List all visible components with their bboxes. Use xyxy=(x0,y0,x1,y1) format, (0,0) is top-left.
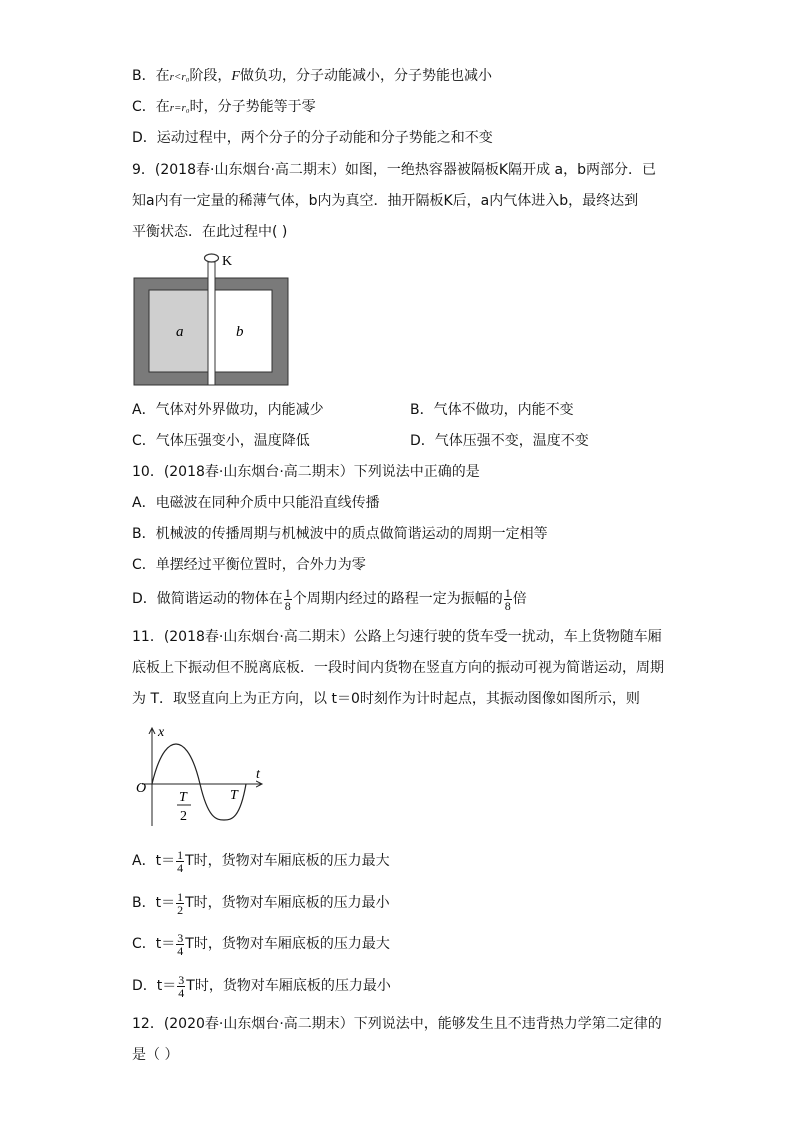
q9-stem-line1: 9．(2018春·山东烟台·高二期末）如图，一绝热容器被隔板K隔开成 a，b两部分．已 xyxy=(132,162,656,178)
q11-option-b: B．t＝ $\frac{1}{2}$ T时，货物对车厢底板的压力最小 xyxy=(132,889,390,917)
q9-a-label: a xyxy=(176,324,184,340)
q9-option-b: B．气体不做功，内能不变 xyxy=(410,402,574,418)
fraction: $\frac{3}{4}$ xyxy=(178,972,185,1000)
q10-option-c: C．单摆经过平衡位置时，合外力为零 xyxy=(132,557,366,573)
fraction: $\frac{1}{2}$ xyxy=(177,889,184,917)
q9-b-label: b xyxy=(236,324,244,340)
q9-option-a: A．气体对外界做功，内能减少 xyxy=(132,402,324,418)
q12-stem-line1: 12．(2020春·山东烟台·高二期末）下列说法中，能够发生且不违背热力学第二定律的 xyxy=(132,1016,662,1032)
q8-option-d: D．运动过程中，两个分子的分子动能和分子势能之和不变 xyxy=(132,130,493,146)
half-period-num: T xyxy=(179,790,187,805)
q8-option-c: C．在r=r₀时，分子势能等于零 xyxy=(132,99,316,115)
q11-stem-line3: 为 T．取竖直向上为正方向，以 t＝0时刻作为计时起点，其振动图像如图所示，则 xyxy=(132,691,640,707)
q10-stem: 10．(2018春·山东烟台·高二期末）下列说法中正确的是 xyxy=(132,464,480,480)
fraction: $\frac{1}{8}$ xyxy=(504,585,511,613)
t-axis-label: t xyxy=(256,767,260,782)
q9-stem-line3: 平衡状态．在此过程中( ) xyxy=(132,224,288,240)
fraction: $\frac{1}{4}$ xyxy=(177,847,184,875)
half-period-den: 2 xyxy=(180,809,187,824)
fraction: $\frac{1}{8}$ xyxy=(284,585,291,613)
q11-option-c: C．t＝ $\frac{3}{4}$ T时，货物对车厢底板的压力最大 xyxy=(132,930,390,958)
q10-option-b: B．机械波的传播周期与机械波中的质点做简谐运动的周期一定相等 xyxy=(132,526,548,542)
q9-option-d: D．气体压强不变，温度不变 xyxy=(410,433,589,449)
q9-k-label: K xyxy=(222,254,233,269)
q11-option-d: D．t＝ $\frac{3}{4}$ T时，货物对车厢底板的压力最小 xyxy=(132,972,391,1000)
q11-vibration-graph xyxy=(130,722,270,832)
origin-label: O xyxy=(136,781,147,796)
fraction: $\frac{3}{4}$ xyxy=(177,930,184,958)
x-axis-label: x xyxy=(158,725,165,740)
q11-stem-line2: 底板上下振动但不脱离底板．一段时间内货物在竖直方向的振动可视为简谐运动，周期 xyxy=(132,660,664,676)
q10-option-a: A．电磁波在同种介质中只能沿直线传播 xyxy=(132,495,380,511)
q10-option-d: D．做简谐运动的物体在 $\frac{1}{8}$ 个周期内经过的路程一定为振幅的 $\frac{1}{8}$ 倍 xyxy=(132,585,527,613)
period-label: T xyxy=(230,788,238,803)
q8-option-b: B．在r<r₀阶段，F做负功，分子动能减小，分子势能也减小 xyxy=(132,68,492,84)
q9-container-figure xyxy=(130,250,295,390)
q11-stem-line1: 11．(2018春·山东烟台·高二期末）公路上匀速行驶的货车受一扰动，车上货物随车厢 xyxy=(132,629,662,645)
q11-option-a: A．t＝ $\frac{1}{4}$ T时，货物对车厢底板的压力最大 xyxy=(132,847,390,875)
q9-option-c: C．气体压强变小，温度降低 xyxy=(132,433,310,449)
q9-stem-line2: 知a内有一定量的稀薄气体，b内为真空．抽开隔板K后，a内气体进入b，最终达到 xyxy=(132,193,639,209)
q12-stem-line2: 是（ ） xyxy=(132,1047,179,1063)
